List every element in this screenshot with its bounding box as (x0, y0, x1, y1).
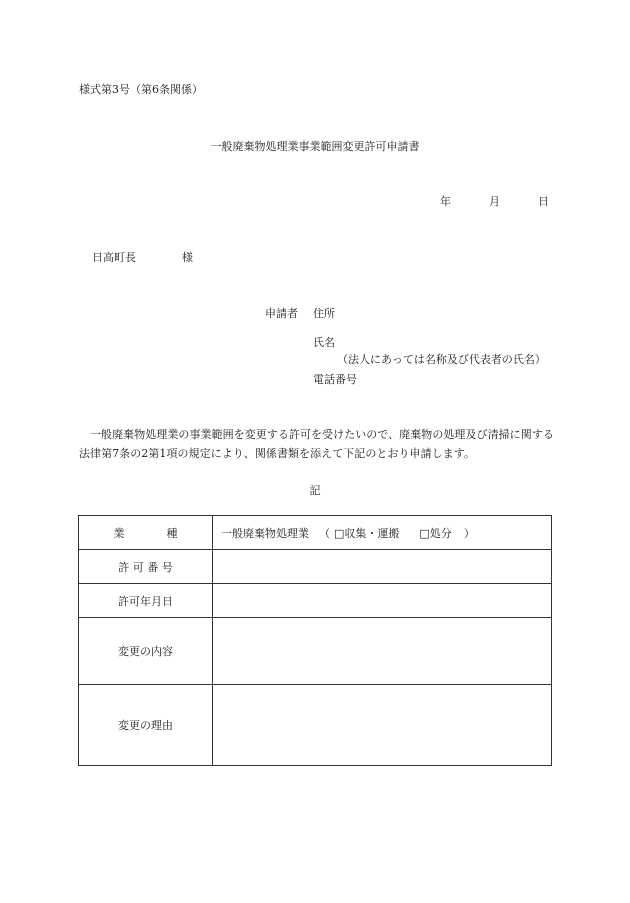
address-label: 住所 (313, 307, 335, 320)
table-row-business-type (79, 516, 552, 550)
addressee-name: 日高町長 (92, 251, 136, 264)
ki-heading: 記 (309, 484, 321, 497)
permit-date-field[interactable] (213, 584, 552, 618)
option-collection-checkbox[interactable]: □収集・運搬 (334, 526, 400, 540)
permit-number-label: 許 可 番 号 (79, 550, 213, 584)
change-reason-label: 変更の理由 (79, 685, 213, 766)
body-text: 一般廃棄物処理業の事業範囲を変更する許可を受けたいので、廃棄物の処理及び清掃に関する法律第7条の2第1項の規定により、関係書類を添えて下記のとおり申請します。 (79, 428, 554, 460)
name-label: 氏名 (313, 336, 335, 349)
open-paren: （ (319, 526, 330, 540)
table-row-change-content (79, 618, 552, 685)
business-name: 一般廃棄物処理業 (221, 526, 309, 540)
date-line (440, 193, 549, 209)
date-day: 日 (538, 195, 549, 208)
form-number: 様式第3号（第6条関係） (79, 83, 203, 96)
close-paren: ） (463, 526, 475, 540)
option-disposal-checkbox[interactable]: □処分 (419, 526, 452, 540)
business-type-label-b: 種 (166, 526, 178, 540)
phone-label: 電話番号 (313, 373, 357, 386)
addressee (92, 249, 193, 265)
document-title: 一般廃棄物処理業事業範囲変更許可申請書 (210, 140, 420, 153)
change-content-label: 変更の内容 (79, 618, 213, 685)
date-month: 月 (489, 195, 500, 208)
table-row-change-reason (79, 685, 552, 766)
permit-date-label: 許可年月日 (79, 584, 213, 618)
addressee-honorific: 様 (182, 251, 193, 264)
table-row-permit-number (79, 550, 552, 584)
change-content-field[interactable] (213, 618, 552, 685)
applicant-label: 申請者 (265, 307, 298, 320)
details-table (78, 515, 552, 766)
business-type-label (79, 516, 213, 550)
permit-number-field[interactable] (213, 550, 552, 584)
table-row-permit-date (79, 584, 552, 618)
name-note: （法人にあっては名称及び代表者の氏名） (337, 353, 546, 366)
business-type-value (213, 516, 552, 550)
change-reason-field[interactable] (213, 685, 552, 766)
date-year: 年 (440, 195, 451, 208)
business-type-label-a: 業 (113, 526, 125, 540)
